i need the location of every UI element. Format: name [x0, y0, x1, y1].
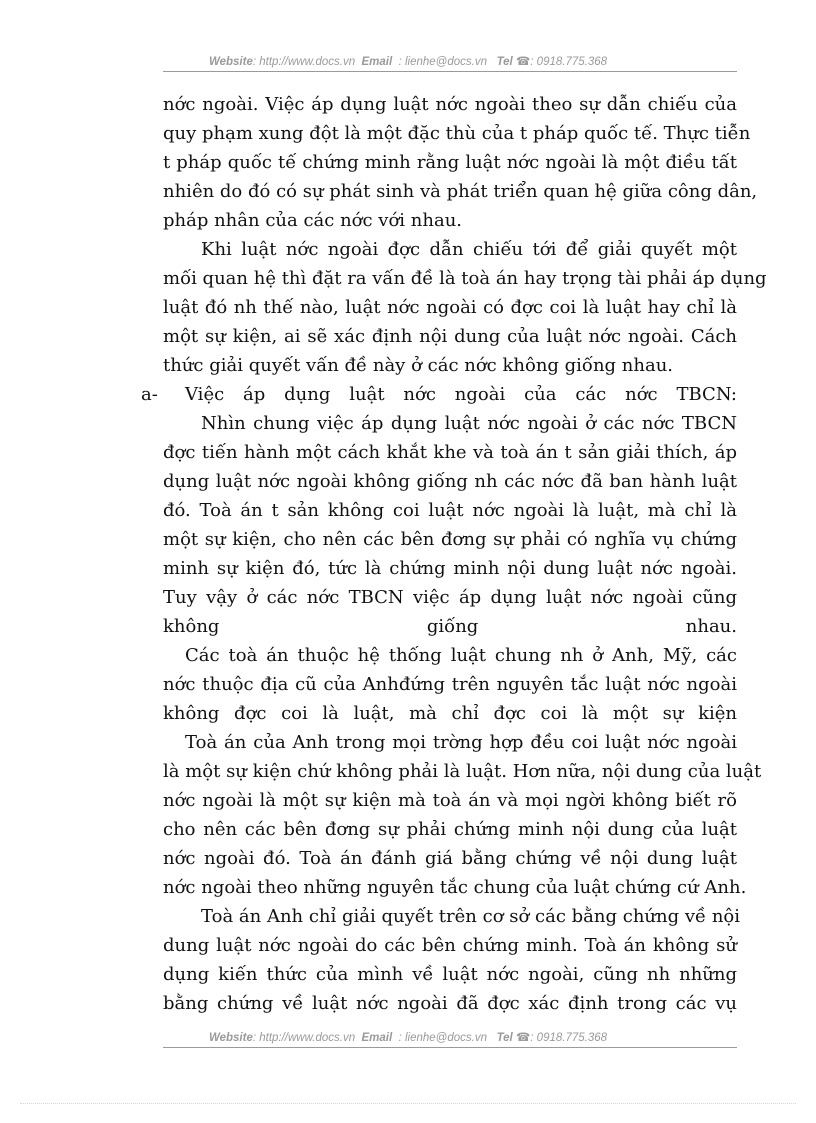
body-line: nớc ngoài. Việc áp dụng luật nớc ngoài theo sự dẫn chiếu của	[163, 94, 737, 115]
body-line: một sự kiện, ai sẽ xác định nội dung của luật nớc ngoài. Cách	[163, 326, 737, 347]
body-line: nhiên do đó có sự phát sinh và phát triển quan hệ giữa công dân,	[163, 181, 758, 202]
list-marker: a-	[141, 384, 158, 405]
header-email-label: Email	[361, 56, 393, 68]
footer-website-url[interactable]: : http://www.docs.vn	[252, 1032, 356, 1044]
header-email-value[interactable]: : lienhe@docs.vn	[398, 56, 487, 68]
phone-icon: ☎	[515, 1032, 531, 1044]
body-line: thức giải quyết vấn đề này ở các nớc không giống nhau.	[163, 355, 674, 376]
page-footer	[0, 1030, 816, 1044]
footer-tel-value: : 0918.775.368	[530, 1032, 608, 1044]
body-line: nớc ngoài đó. Toà án đánh giá bằng chứng về nội dung luật	[163, 848, 737, 869]
footer-tel-label: Tel	[496, 1032, 513, 1044]
header-rule	[163, 71, 737, 72]
body-line: minh sự kiện đó, tức là chứng minh nội dung luật nớc ngoài.	[163, 558, 737, 579]
body-line: pháp nhân của các nớc với nhau.	[163, 210, 463, 231]
body-line: nớc ngoài là một sự kiện mà toà án và mọi ngời không biết rõ	[163, 790, 737, 811]
body-line: bằng chứng về luật nớc ngoài đã đợc xác định trong các vụ	[163, 993, 737, 1014]
body-line: là một sự kiện chứ không phải là luật. Hơn nữa, nội dung của luật	[163, 761, 762, 782]
body-line: đợc tiến hành một cách khắt khe và toà án t sản giải thích, áp	[163, 442, 737, 463]
list-item-text: Việc áp dụng luật nớc ngoài của các nớc TBCN:	[185, 384, 737, 405]
body-line: một sự kiện, cho nên các bên đơng sự phải có nghĩa vụ chứng	[163, 529, 737, 550]
body-line: dung luật nớc ngoài do các bên chứng minh. Toà án không sử	[163, 935, 737, 956]
body-line: quy phạm xung đột là một đặc thù của t pháp quốc tế. Thực tiễn	[163, 123, 751, 144]
body-line: Nhìn chung việc áp dụng luật nớc ngoài ở các nớc TBCN	[201, 413, 737, 434]
header-website-url[interactable]: : http://www.docs.vn	[252, 56, 356, 68]
body-line: không giống nhau.	[163, 616, 737, 637]
body-line: nớc ngoài theo những nguyên tắc chung của luật chứng cứ Anh.	[163, 877, 747, 898]
body-line: đó. Toà án t sản không coi luật nớc ngoài là luật, mà chỉ là	[163, 500, 737, 521]
footer-rule	[163, 1047, 737, 1048]
body-line: Các toà án thuộc hệ thống luật chung nh ở Anh, Mỹ, các	[185, 645, 737, 666]
body-line: t pháp quốc tế chứng minh rằng luật nớc ngoài là một điều tất	[163, 152, 737, 173]
page-edge-divider	[20, 1103, 796, 1104]
body-line: dụng luật nớc ngoài không giống nh các nớc đã ban hành luật	[163, 471, 737, 492]
page-header	[0, 54, 816, 68]
body-line: dụng kiến thức của mình về luật nớc ngoài, cũng nh những	[163, 964, 737, 985]
body-line: cho nên các bên đơng sự phải chứng minh nội dung của luật	[163, 819, 737, 840]
header-website-label: Website	[208, 56, 253, 68]
list-item	[141, 380, 737, 409]
footer-email-value[interactable]: : lienhe@docs.vn	[398, 1032, 487, 1044]
footer-website-label: Website	[208, 1032, 253, 1044]
body-line: Toà án Anh chỉ giải quyết trên cơ sở các bằng chứng về nội	[201, 906, 741, 927]
body-line: luật đó nh thế nào, luật nớc ngoài có đợc coi là luật hay chỉ là	[163, 297, 737, 318]
header-tel-label: Tel	[496, 56, 513, 68]
body-line: không đợc coi là luật, mà chỉ đợc coi là một sự kiện	[163, 703, 737, 724]
phone-icon: ☎	[515, 56, 531, 68]
body-line: Toà án của Anh trong mọi trờng hợp đều coi luật nớc ngoài	[185, 732, 737, 753]
body-line: nớc thuộc địa cũ của Anhđứng trên nguyên tắc luật nớc ngoài	[163, 674, 737, 695]
body-line: Tuy vậy ở các nớc TBCN việc áp dụng luật nớc ngoài cũng	[163, 587, 737, 608]
header-tel-value: : 0918.775.368	[530, 56, 608, 68]
body-line: Khi luật nớc ngoài đợc dẫn chiếu tới để giải quyết một	[201, 239, 737, 260]
document-body	[141, 90, 767, 1018]
body-line: mối quan hệ thì đặt ra vấn đề là toà án hay trọng tài phải áp dụng	[163, 268, 767, 289]
footer-email-label: Email	[361, 1032, 393, 1044]
